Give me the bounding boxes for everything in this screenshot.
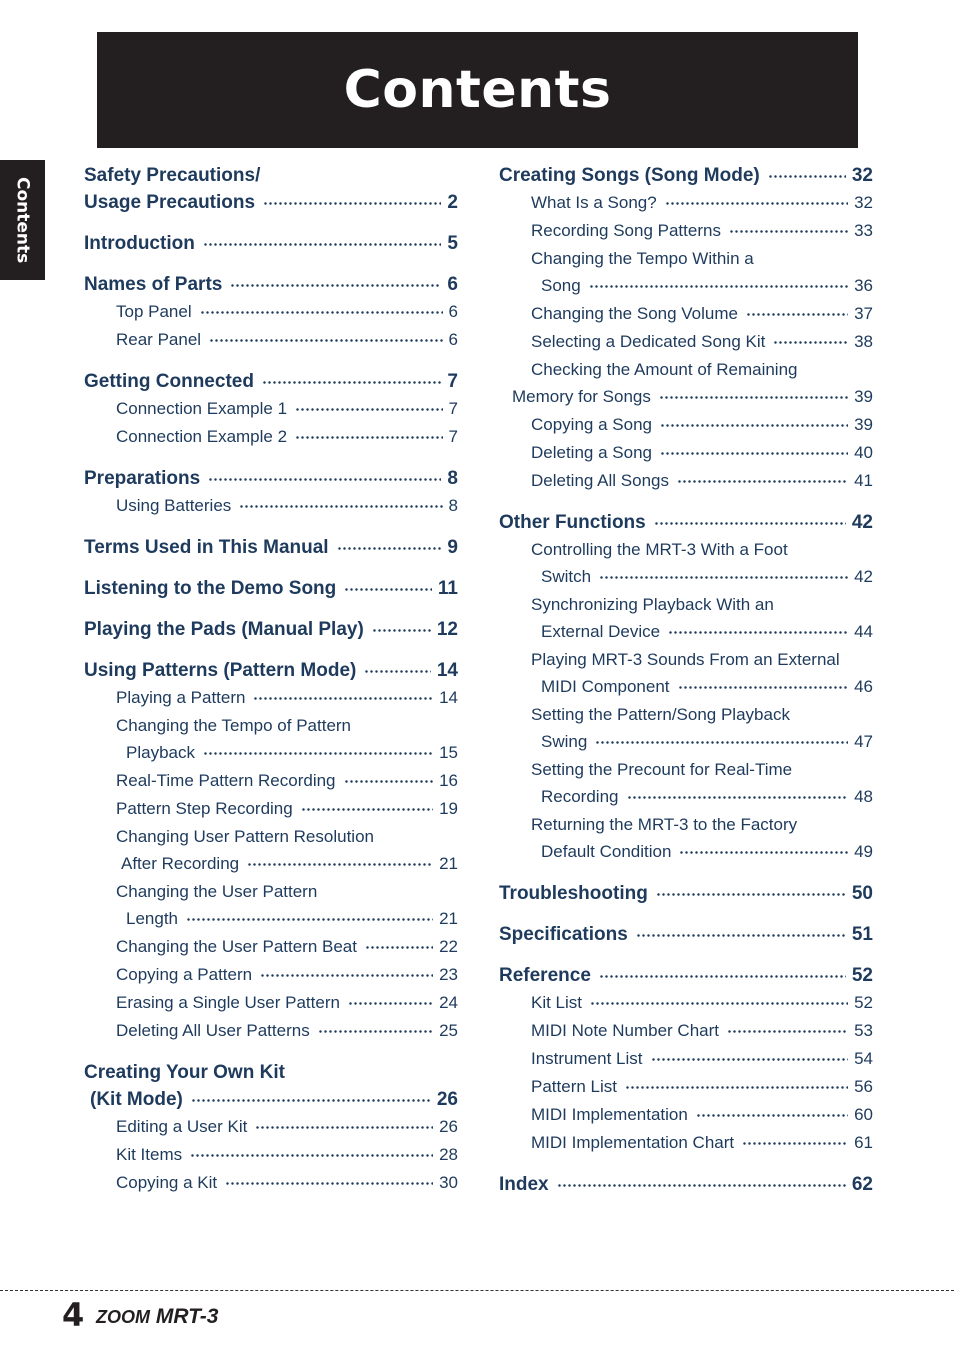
dot-leader	[589, 284, 848, 289]
toc-label: Copying a Kit	[116, 1173, 218, 1192]
toc-label: Reference	[499, 965, 591, 986]
toc-item-tempo-pattern[interactable]	[84, 739, 458, 767]
toc-heading-playing-pads[interactable]	[84, 616, 458, 643]
toc-label: Deleting All User Patterns	[116, 1021, 310, 1040]
toc-page: 5	[447, 233, 458, 254]
toc-page: 41	[854, 471, 873, 490]
toc-item-midi-note-chart[interactable]	[499, 1017, 873, 1045]
toc-label: Recording	[541, 787, 619, 806]
dot-leader	[209, 338, 442, 343]
toc-item-top-panel[interactable]	[84, 298, 458, 326]
toc-page: 44	[854, 622, 873, 641]
toc-item-kit-list[interactable]	[499, 989, 873, 1017]
toc-item-sync[interactable]	[499, 618, 873, 646]
toc-label: Rear Panel	[116, 330, 202, 349]
toc-label: Terms Used in This Manual	[84, 537, 329, 558]
toc-heading-own-kit[interactable]	[84, 1086, 458, 1113]
toc-label: Top Panel	[116, 302, 192, 321]
dot-leader	[203, 751, 433, 756]
toc-label: MIDI Implementation Chart	[531, 1133, 735, 1152]
toc-page: 50	[851, 883, 873, 904]
dot-leader	[263, 201, 441, 206]
toc-page: 25	[439, 1021, 458, 1040]
toc-page: 6	[447, 274, 458, 295]
toc-page: 32	[851, 165, 873, 186]
toc-page: 12	[436, 619, 458, 640]
toc-page: 46	[854, 677, 873, 696]
dot-leader	[773, 340, 848, 345]
toc-page: 32	[854, 193, 873, 212]
toc-item-length[interactable]	[84, 905, 458, 933]
toc-item-memory-line1[interactable]: Checking the Amount of Remaining	[531, 360, 798, 379]
toc-page: 24	[439, 993, 458, 1012]
toc-label: Erasing a Single User Pattern	[116, 993, 340, 1012]
toc-heading-specifications[interactable]	[499, 921, 873, 948]
dot-leader	[239, 504, 442, 509]
page-title: Contents	[343, 60, 612, 120]
toc-item-tempo-song-line1[interactable]: Changing the Tempo Within a	[531, 249, 754, 268]
dot-leader	[727, 1029, 848, 1034]
toc-label: Using Batteries	[116, 496, 232, 515]
toc-label: Swing	[541, 732, 588, 751]
dot-leader	[742, 1141, 848, 1146]
dot-leader	[301, 807, 433, 812]
dot-leader	[665, 201, 848, 206]
toc-page: 40	[854, 443, 873, 462]
toc-label: Memory for Songs	[512, 387, 651, 406]
toc-label: Copying a Pattern	[116, 965, 253, 984]
toc-label: Selecting a Dedicated Song Kit	[531, 332, 766, 351]
toc-item-recording-song[interactable]	[499, 217, 873, 245]
toc-page: 14	[439, 688, 458, 707]
toc-page: 6	[448, 302, 458, 321]
toc-page: 30	[439, 1173, 458, 1192]
toc-page: 26	[439, 1117, 458, 1136]
toc-item-song-kit[interactable]	[499, 328, 873, 356]
toc-label: Using Patterns (Pattern Mode)	[84, 660, 357, 681]
toc-left-column	[84, 162, 458, 1197]
toc-page: 42	[854, 567, 873, 586]
dot-leader	[659, 395, 848, 400]
dot-leader	[337, 546, 442, 551]
toc-item-midi-implementation-chart[interactable]	[499, 1129, 873, 1157]
toc-page: 8	[448, 496, 458, 515]
toc-item-erase-pattern[interactable]	[84, 989, 458, 1017]
toc-label: Song	[541, 276, 581, 295]
toc-label: Playback	[126, 743, 195, 762]
toc-item-tempo-song[interactable]	[499, 272, 873, 300]
dot-leader	[295, 435, 442, 440]
toc-heading-own-kit-line1[interactable]: Creating Your Own Kit	[84, 1062, 285, 1083]
toc-page: 21	[439, 909, 458, 928]
toc-item-pattern-list[interactable]	[499, 1073, 873, 1101]
dot-leader	[295, 407, 442, 412]
toc-label: Changing the User Pattern Beat	[116, 937, 357, 956]
toc-item-connection-example-1[interactable]	[84, 395, 458, 423]
dot-leader	[365, 945, 433, 950]
toc-item-playing-pattern[interactable]	[84, 684, 458, 712]
toc-page: 51	[851, 924, 873, 945]
toc-item-song-volume[interactable]	[499, 300, 873, 328]
toc-label: External Device	[541, 622, 661, 641]
toc-label: Connection Example 1	[116, 399, 288, 418]
dot-leader	[677, 479, 848, 484]
toc-page: 42	[851, 512, 873, 533]
dot-leader	[660, 423, 848, 428]
toc-label: Kit Items	[116, 1145, 183, 1164]
toc-page: 52	[854, 993, 873, 1012]
dot-leader	[557, 1183, 846, 1188]
toc-label: Editing a User Kit	[116, 1117, 248, 1136]
toc-label: Instrument List	[531, 1049, 643, 1068]
toc-page: 7	[448, 427, 458, 446]
toc-heading-troubleshooting[interactable]	[499, 880, 873, 907]
toc-page: 28	[439, 1145, 458, 1164]
toc-page: 7	[447, 371, 458, 392]
toc-page: 52	[851, 965, 873, 986]
toc-item-foot-switch-line1[interactable]: Controlling the MRT-3 With a Foot	[531, 540, 788, 559]
toc-item-resolution[interactable]	[84, 850, 458, 878]
toc-heading-other-functions[interactable]	[499, 509, 873, 536]
toc-heading-index[interactable]	[499, 1171, 873, 1198]
dot-leader	[344, 779, 434, 784]
toc-page: 22	[439, 937, 458, 956]
product-name	[96, 1305, 218, 1329]
toc-item-midi-sounds[interactable]	[499, 673, 873, 701]
toc-label: Troubleshooting	[499, 883, 648, 904]
toc-item-copy-kit[interactable]	[84, 1169, 458, 1197]
dot-leader	[656, 892, 846, 897]
toc-heading-using-patterns[interactable]	[84, 657, 458, 684]
toc-label: Listening to the Demo Song	[84, 578, 337, 599]
toc-item-foot-switch[interactable]	[499, 563, 873, 591]
toc-item-edit-kit[interactable]	[84, 1113, 458, 1141]
toc-label: Playing the Pads (Manual Play)	[84, 619, 364, 640]
toc-label: Pattern List	[531, 1077, 617, 1096]
toc-item-delete-all-songs[interactable]	[499, 467, 873, 495]
toc-page: 8	[447, 468, 458, 489]
toc-label: Kit List	[531, 993, 583, 1012]
model-name: MRT-3	[155, 1305, 219, 1328]
brand-name: ZOOM	[96, 1307, 150, 1327]
toc-page: 36	[854, 276, 873, 295]
toc-item-tempo-pattern-line1[interactable]: Changing the Tempo of Pattern	[116, 716, 352, 735]
dot-leader	[344, 587, 432, 592]
toc-heading-creating-songs[interactable]	[499, 162, 873, 189]
toc-heading-preparations[interactable]	[84, 465, 458, 492]
toc-heading-safety[interactable]	[84, 189, 458, 216]
toc-page: 9	[447, 537, 458, 558]
dot-leader	[253, 696, 433, 701]
dot-leader	[660, 451, 848, 456]
toc-label: What Is a Song?	[531, 193, 657, 212]
toc-item-rear-panel[interactable]	[84, 326, 458, 354]
toc-page: 11	[437, 578, 458, 599]
toc-page: 56	[854, 1077, 873, 1096]
toc-item-copy-song[interactable]	[499, 411, 873, 439]
toc-heading-terms[interactable]	[84, 534, 458, 561]
side-tab	[0, 160, 45, 280]
toc-label: Recording Song Patterns	[531, 221, 721, 240]
toc-item-using-batteries[interactable]	[84, 492, 458, 520]
dot-leader	[230, 283, 441, 288]
toc-page: 49	[854, 842, 873, 861]
toc-label: Introduction	[84, 233, 195, 254]
toc-page: 6	[448, 330, 458, 349]
toc-label: Specifications	[499, 924, 628, 945]
toc-label: Pattern Step Recording	[116, 799, 293, 818]
dot-leader	[372, 628, 431, 633]
toc-page: 33	[854, 221, 873, 240]
toc-item-realtime-recording[interactable]	[84, 767, 458, 795]
toc-item-instrument-list[interactable]	[499, 1045, 873, 1073]
dot-leader	[225, 1181, 433, 1186]
dot-leader	[599, 575, 848, 580]
toc-page: 39	[854, 387, 873, 406]
toc-item-factory[interactable]	[499, 838, 873, 866]
toc-item-connection-example-2[interactable]	[84, 423, 458, 451]
toc-item-copy-pattern[interactable]	[84, 961, 458, 989]
toc-label: MIDI Implementation	[531, 1105, 688, 1124]
dot-leader	[679, 850, 848, 855]
toc-page: 16	[439, 771, 458, 790]
toc-page: 38	[854, 332, 873, 351]
dot-leader	[255, 1125, 433, 1130]
toc-label: Names of Parts	[84, 274, 223, 295]
toc-label: Changing the Song Volume	[531, 304, 738, 323]
footer-divider	[0, 1290, 954, 1291]
dot-leader	[668, 630, 848, 635]
dot-leader	[186, 917, 433, 922]
dot-leader	[200, 310, 443, 315]
toc-label: Real-Time Pattern Recording	[116, 771, 336, 790]
dot-leader	[247, 862, 433, 867]
dot-leader	[191, 1098, 431, 1103]
toc-item-kit-items[interactable]	[84, 1141, 458, 1169]
toc-label: (Kit Mode)	[90, 1089, 183, 1110]
toc-page: 37	[854, 304, 873, 323]
toc-item-swing[interactable]	[499, 728, 873, 756]
dot-leader	[318, 1029, 433, 1034]
dot-leader	[636, 933, 846, 938]
toc-page: 54	[854, 1049, 873, 1068]
toc-label: Getting Connected	[84, 371, 254, 392]
toc-label: Default Condition	[541, 842, 672, 861]
dot-leader	[654, 521, 846, 526]
dot-leader	[678, 685, 849, 690]
toc-page: 26	[436, 1089, 458, 1110]
dot-leader	[768, 174, 846, 179]
dot-leader	[262, 380, 441, 385]
toc-item-factory-line1[interactable]: Returning the MRT-3 to the Factory	[531, 815, 798, 834]
toc-label: MIDI Note Number Chart	[531, 1021, 719, 1040]
toc-label: Deleting a Song	[531, 443, 652, 462]
toc-page: 21	[439, 854, 458, 873]
toc-item-delete-patterns[interactable]	[84, 1017, 458, 1045]
title-banner	[97, 32, 858, 148]
toc-item-step-recording[interactable]	[84, 795, 458, 823]
toc-page: 7	[448, 399, 458, 418]
dot-leader	[651, 1057, 849, 1062]
toc-right-column	[499, 162, 873, 1198]
side-tab-label: Contents	[12, 176, 33, 264]
toc-heading-reference[interactable]	[499, 962, 873, 989]
toc-item-delete-song[interactable]	[499, 439, 873, 467]
toc-label: Switch	[541, 567, 592, 586]
dot-leader	[599, 974, 846, 979]
toc-label: Creating Songs (Song Mode)	[499, 165, 760, 186]
page-number: 4	[62, 1296, 85, 1334]
toc-item-length-line1[interactable]: Changing the User Pattern	[116, 882, 318, 901]
toc-label: Connection Example 2	[116, 427, 288, 446]
dot-leader	[625, 1085, 848, 1090]
dot-leader	[590, 1001, 848, 1006]
toc-label: Index	[499, 1174, 549, 1195]
toc-page: 62	[851, 1174, 873, 1195]
toc-page: 19	[439, 799, 458, 818]
toc-item-precount-line1[interactable]: Setting the Precount for Real-Time	[531, 760, 793, 779]
toc-page: 48	[854, 787, 873, 806]
toc-heading-names-of-parts[interactable]	[84, 271, 458, 298]
toc-page: 39	[854, 415, 873, 434]
toc-label: MIDI Component	[541, 677, 670, 696]
toc-label: Other Functions	[499, 512, 646, 533]
toc-item-sync-line1[interactable]: Synchronizing Playback With an	[531, 595, 774, 614]
toc-label: Playing a Pattern	[116, 688, 246, 707]
toc-label: Usage Precautions	[84, 192, 256, 213]
dot-leader	[746, 312, 848, 317]
dot-leader	[208, 477, 441, 482]
toc-label: Copying a Song	[531, 415, 652, 434]
toc-item-resolution-line1[interactable]: Changing User Pattern Resolution	[116, 827, 374, 846]
dot-leader	[729, 229, 848, 234]
toc-label: Preparations	[84, 468, 201, 489]
toc-page: 23	[439, 965, 458, 984]
toc-page: 14	[436, 660, 458, 681]
toc-item-memory[interactable]	[499, 383, 873, 411]
dot-leader	[190, 1153, 433, 1158]
toc-heading-safety-line1[interactable]: Safety Precautions/	[84, 165, 261, 186]
toc-page: 15	[439, 743, 458, 762]
dot-leader	[696, 1113, 848, 1118]
toc-label: Deleting All Songs	[531, 471, 669, 490]
toc-page: 2	[447, 192, 458, 213]
dot-leader	[203, 242, 442, 247]
toc-page: 53	[854, 1021, 873, 1040]
toc-item-precount[interactable]	[499, 783, 873, 811]
toc-heading-getting-connected[interactable]	[84, 368, 458, 395]
toc-item-midi-implementation[interactable]	[499, 1101, 873, 1129]
toc-item-midi-sounds-line1[interactable]: Playing MRT-3 Sounds From an External	[531, 650, 840, 669]
dot-leader	[627, 795, 849, 800]
toc-heading-introduction[interactable]	[84, 230, 458, 257]
toc-page: 61	[854, 1133, 873, 1152]
toc-page: 47	[854, 732, 873, 751]
dot-leader	[595, 740, 848, 745]
toc-label: Length	[126, 909, 178, 928]
toc-item-swing-line1[interactable]: Setting the Pattern/Song Playback	[531, 705, 790, 724]
dot-leader	[348, 1001, 433, 1006]
toc-item-pattern-beat[interactable]	[84, 933, 458, 961]
toc-item-what-is-song[interactable]	[499, 189, 873, 217]
toc-heading-demo-song[interactable]	[84, 575, 458, 602]
dot-leader	[364, 669, 430, 674]
dot-leader	[260, 973, 433, 978]
toc-label: After Recording	[121, 854, 240, 873]
toc-page: 60	[854, 1105, 873, 1124]
